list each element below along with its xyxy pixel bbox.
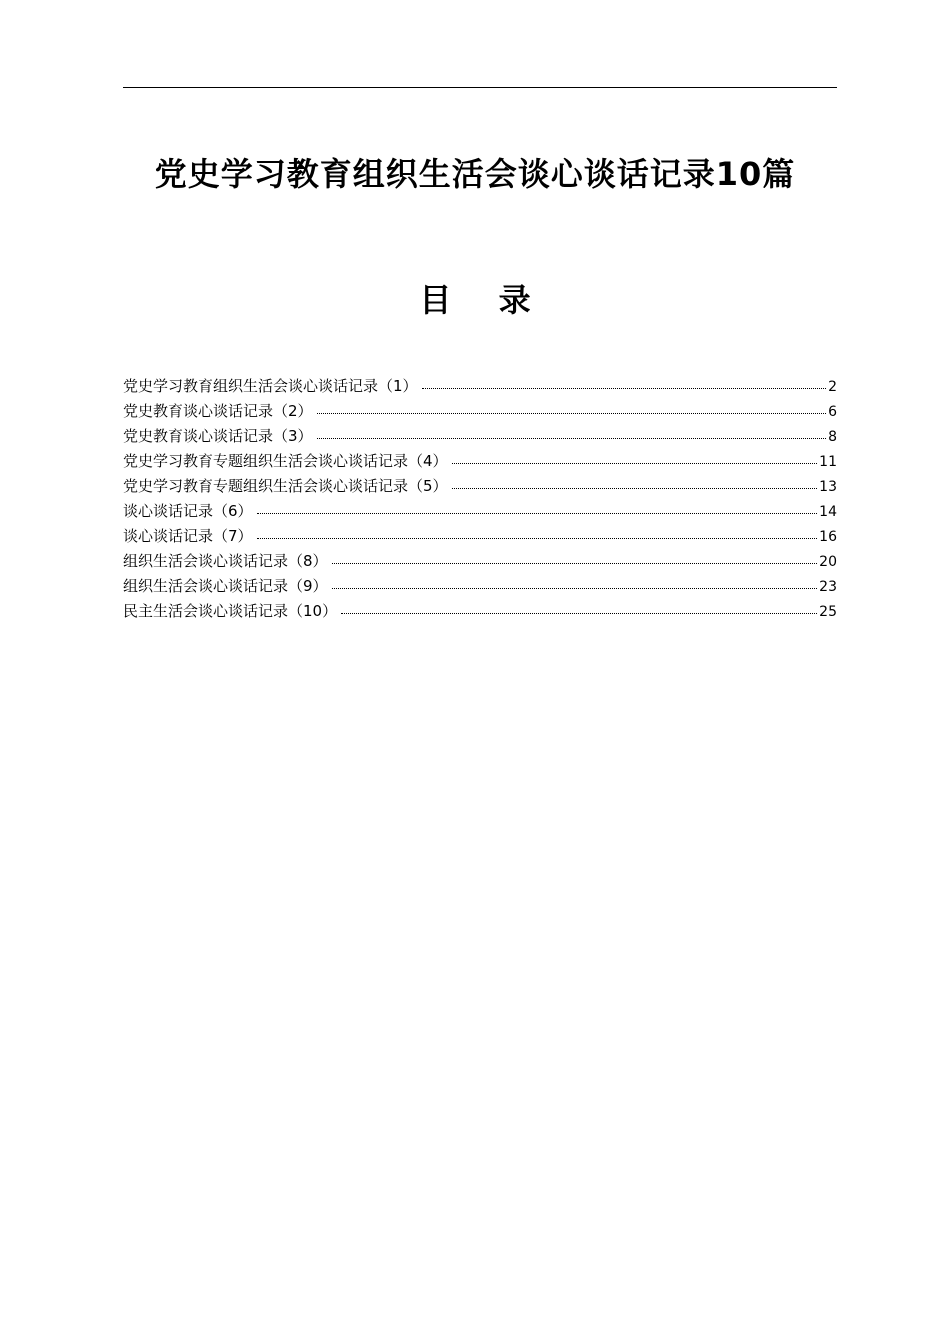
toc-entry[interactable] xyxy=(123,399,837,424)
toc-leader-dots xyxy=(452,487,818,489)
toc-leader-dots xyxy=(317,412,827,414)
toc-heading: 目 录 xyxy=(419,281,549,319)
toc-entry-label: 民主生活会谈心谈话记录（10） xyxy=(123,602,338,620)
toc-entry-page: 13 xyxy=(819,479,837,495)
toc-leader-dots xyxy=(257,512,818,514)
toc-entry-page: 14 xyxy=(819,504,837,520)
document-title: 党史学习教育组织生活会谈心谈话记录10篇 xyxy=(154,155,796,193)
toc-leader-dots xyxy=(332,562,818,564)
toc-entry-label: 党史教育谈心谈话记录（2） xyxy=(123,402,313,420)
toc-entry-page: 8 xyxy=(828,429,837,445)
toc-entry-label: 党史教育谈心谈话记录（3） xyxy=(123,427,313,445)
toc-leader-dots xyxy=(422,387,827,389)
toc-entry[interactable] xyxy=(123,374,837,399)
toc-entry-page: 2 xyxy=(828,379,837,395)
toc-leader-dots xyxy=(341,612,817,614)
toc-entry-label: 谈心谈话记录（6） xyxy=(123,502,253,520)
toc-entry-page: 6 xyxy=(828,404,837,420)
toc-entry-label: 组织生活会谈心谈话记录（9） xyxy=(123,577,328,595)
toc-entry[interactable] xyxy=(123,574,837,599)
toc-leader-dots xyxy=(317,437,827,439)
toc-entry[interactable] xyxy=(123,474,837,499)
toc-entry[interactable] xyxy=(123,549,837,574)
table-of-contents xyxy=(123,374,837,624)
toc-entry[interactable] xyxy=(123,499,837,524)
toc-entry-page: 23 xyxy=(819,579,837,595)
toc-leader-dots xyxy=(332,587,818,589)
toc-entry-label: 谈心谈话记录（7） xyxy=(123,527,253,545)
toc-leader-dots xyxy=(452,462,818,464)
toc-entry[interactable] xyxy=(123,524,837,549)
toc-entry-label: 组织生活会谈心谈话记录（8） xyxy=(123,552,328,570)
toc-entry[interactable] xyxy=(123,449,837,474)
toc-entry-label: 党史学习教育专题组织生活会谈心谈话记录（5） xyxy=(123,477,448,495)
toc-entry-page: 11 xyxy=(819,454,837,470)
toc-entry[interactable] xyxy=(123,424,837,449)
toc-entry-page: 20 xyxy=(819,554,837,570)
toc-entry-page: 16 xyxy=(819,529,837,545)
toc-entry[interactable] xyxy=(123,599,837,624)
toc-entry-page: 25 xyxy=(819,604,837,620)
header-rule xyxy=(123,87,837,88)
toc-entry-label: 党史学习教育组织生活会谈心谈话记录（1） xyxy=(123,377,418,395)
toc-entry-label: 党史学习教育专题组织生活会谈心谈话记录（4） xyxy=(123,452,448,470)
toc-leader-dots xyxy=(257,537,818,539)
